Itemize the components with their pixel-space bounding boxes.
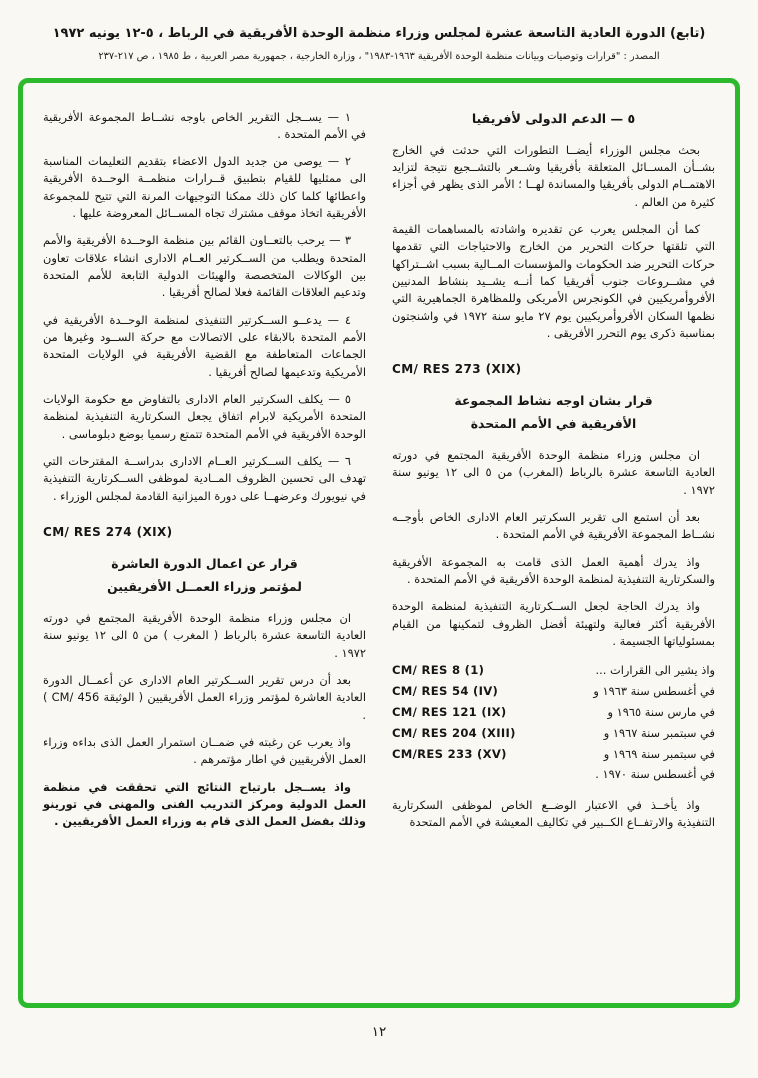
resolution-reference-row (392, 681, 715, 702)
paragraph: ٥ — يكلف السكرتير العام الادارى بالتفاوض مع حكومة الولايات المتحدة الأمريكية لابرام اتفاق يجعل السكرتارية التنفيذية لمنظمة الوحدة الأفريقية في الأمم المتحدة تتمتع رسميا بوضع دبلوماسى . (43, 392, 366, 441)
section-heading: ٥ — الدعم الدولى لأفريقيا (471, 110, 636, 126)
paragraph: واذ يأخــذ في الاعتبار الوضــع الخاص لموظفى السكرتارية التنفيذية والارتفــاع الكــبير في تكاليف المعيشة في الأمم المتحدة (392, 798, 715, 830)
resolution-reference-row (392, 744, 715, 765)
resolution-reference-text: في أغسطس سنة ١٩٦٣ و (593, 684, 715, 699)
resolution-title-line: قرار بشان اوجه نشاط المجموعة (454, 393, 653, 409)
paragraph: بعد أن درس تقرير الســكرتير العام الادارى عن أعمــال الدورة العادية العاشرة لمؤتمر وزراء العمل الأفريقيين ( الوثيقة CM/ 456 ) . (43, 672, 366, 722)
paragraph: ان مجلس وزراء منظمة الوحدة الأفريقية المجتمع في دورته العادية التاسعة عشرة بالرباط (المغرب) من ٥ الى ١٢ يونيو سنة ١٩٧٢ . (392, 448, 715, 497)
resolution-reference-row (392, 702, 715, 723)
paragraph: ان مجلس وزراء منظمة الوحدة الأفريقية المجتمع في دورته العادية التاسعة عشرة بالرباط ( المغرب ) من ٥ الى ١٢ يونيو سنة ١٩٧٢ . (43, 610, 366, 660)
resolution-reference-code: CM/ RES 204 (XIII) (392, 726, 516, 741)
session-title: (تابع) الدورة العادية التاسعة عشرة لمجلس وزراء منظمة الوحدة الأفريقية في الرباط ، ٥-١٢ يونيه ١٩٧٢ (52, 26, 706, 41)
resolution-number: CM/ RES 273 (XIX) (392, 362, 522, 377)
resolution-reference-code: CM/ RES 54 (IV) (392, 684, 499, 699)
document-header (0, 0, 758, 66)
resolution-reference-text: واذ يشير الى القرارات ... (595, 663, 715, 678)
paragraph: ٣ — يرحب بالتعــاون القائم بين منظمة الوحــدة الأفريقية والأمم المتحدة ويطلب من الســكرتير العــام الادارى انشاء علاقات تعاون بين الوكالات المتخصصة والهيئات الدولية التابعة للأمم المتحدة وتدعيم العلاقات القائمة فعلا لصالح أفريقيا . (43, 233, 366, 300)
paragraph: بعد أن استمع الى تقرير السكرتير العام الادارى الخاص بأوجــه نشــاط المجموعة الأفريقية في الأمم المتحدة . (392, 510, 715, 542)
resolution-title-line: الأفريقية في الأمم المتحدة (470, 415, 637, 431)
resolution-reference-row (392, 765, 715, 785)
paragraph-emphasis: واذ يســجل بارتياح النتائج التي تحققت في منظمة العمل الدولية ومركز التدريب الفنى والمهنى في تورينو وذلك بفضل العمل الذى قام به وزراء العمل الأفريقيين . (43, 779, 366, 829)
resolution-reference-text: في سبتمبر سنة ١٩٦٧ و (603, 726, 715, 741)
resolution-reference-text: في مارس سنة ١٩٦٥ و (607, 705, 715, 720)
paragraph: ٤ — يدعــو الســكرتير التنفيذى لمنظمة الوحــدة الأفريقية في الأمم المتحدة بالابقاء على الاتصالات مع حركة الســود وغيرها من الجماعات المتعاطفة مع القضية الأفريقية في الولايات المتحدة الأمريكية وتدعيمها لصالح أفريقيا . (43, 312, 366, 379)
resolution-title-line: قرار عن اعمال الدورة العاشرة (111, 556, 298, 572)
resolution-reference-code: CM/ RES 8 (1) (392, 663, 485, 678)
resolution-reference-row (392, 660, 715, 681)
column-right (392, 109, 715, 981)
resolution-title (392, 390, 715, 435)
resolution-title-line: لمؤتمر وزراء العمــل الأفريقيين (107, 578, 302, 594)
source-citation: المصدر : "قرارات وتوصيات وبيانات منظمة الوحدة الأفريقية ١٩٦٣-١٩٨٣" ، وزارة الخارجية ، جمهورية مصر العربية ، ط ١٩٨٥ ، ص ٢١٧-٢٣٧ (98, 50, 660, 62)
paragraph: كما أن المجلس يعرب عن تقديره واشادته بالمساهمات القيمة التي تلقتها حركات التحرير من الخارج والاحتياجات التي تقدمها حركات التحرير ضد الحكومات والمؤسسات المــالية بسبب اشــتراكها في مشــروعات جنوب أفريقيا كما أنــه يشــيد بنشاط المدنيين الأفروأمريكيين في الكونجرس الأمريكى وللمظاهرة الجماهيرية التي نظمها السكان الأفروأمريكيين يوم ٢٧ مايو سنة ١٩٧٢ في واشنجتون بمناسبة ذكرى يوم التحرر الأفريقى . (392, 221, 715, 340)
page-number: ١٢ (371, 1023, 387, 1040)
paragraph: بحث مجلس الوزراء أيضــا التطورات التي حدثت في الخارج بشــأن المســائل المتعلقة بأفريقيا وشــعر بالتشــجيع نتيجة لتزايد الاهتمــام الدولى بأفريقيا والمساندة لهــا ؛ الأمر الذى يظهر في أجزاء كثيرة من العالم . (392, 142, 715, 209)
green-frame (18, 78, 740, 1008)
paragraph: ١ — يســجل التقرير الخاص باوجه نشــاط المجموعة الأفريقية في الأمم المتحدة . (43, 109, 366, 141)
paragraph: واذ يعرب عن رغبته في ضمــان استمرار العمل الذى بداءه وزراء العمل الأفريقيين في اطار مؤتمرهم . (43, 734, 366, 767)
resolution-reference-text: في أغسطس سنة ١٩٧٠ . (595, 767, 715, 782)
resolution-reference-list (392, 660, 715, 785)
resolution-reference-code: CM/RES 233 (XV) (392, 747, 507, 762)
paragraph: ٢ — يوصى من جديد الدول الاعضاء بتقديم التعليمات المناسبة الى ممثليها للقيام بتطبيق قــرارات منظمــة الوحــدة الأفريقية واعطائها كلما كان ذلك ممكنا التوجيهات المرنة التي تتيح للمجموعة الأفريقية اتخاذ موقف مشترك تجاه المســائل المعروضة عليها . (43, 154, 366, 221)
column-left (43, 109, 366, 981)
resolution-reference-code: CM/ RES 121 (IX) (392, 705, 507, 720)
paragraph: واذ يدرك أهمية العمل الذى قامت به المجموعة الأفريقية والسكرتارية التنفيذية لمنظمة الوحدة الأفريقية في الأمم المتحدة . (392, 554, 715, 587)
resolution-title (43, 553, 366, 598)
resolution-reference-text: في سبتمبر سنة ١٩٦٩ و (603, 747, 715, 762)
paragraph: واذ يدرك الحاجة لجعل الســكرتارية التنفيذية لمنظمة الوحدة الأفريقية أكثر فعالية ولتهيئة أفضل الظروف لتمكينها من القيام بمسئولياتها الجسيمة . (392, 599, 715, 649)
paragraph: ٦ — يكلف الســكرتير العــام الادارى بدراســة المقترحات التي تهدف الى تحسين الظروف المــادية لموظفى الســكرتارية التنفيذية في نيويورك وعرضهــا على دورة الميزانية القادمة لمجلس الوزراء . (43, 454, 366, 503)
resolution-number: CM/ RES 274 (XIX) (43, 525, 173, 540)
resolution-reference-row (392, 723, 715, 744)
